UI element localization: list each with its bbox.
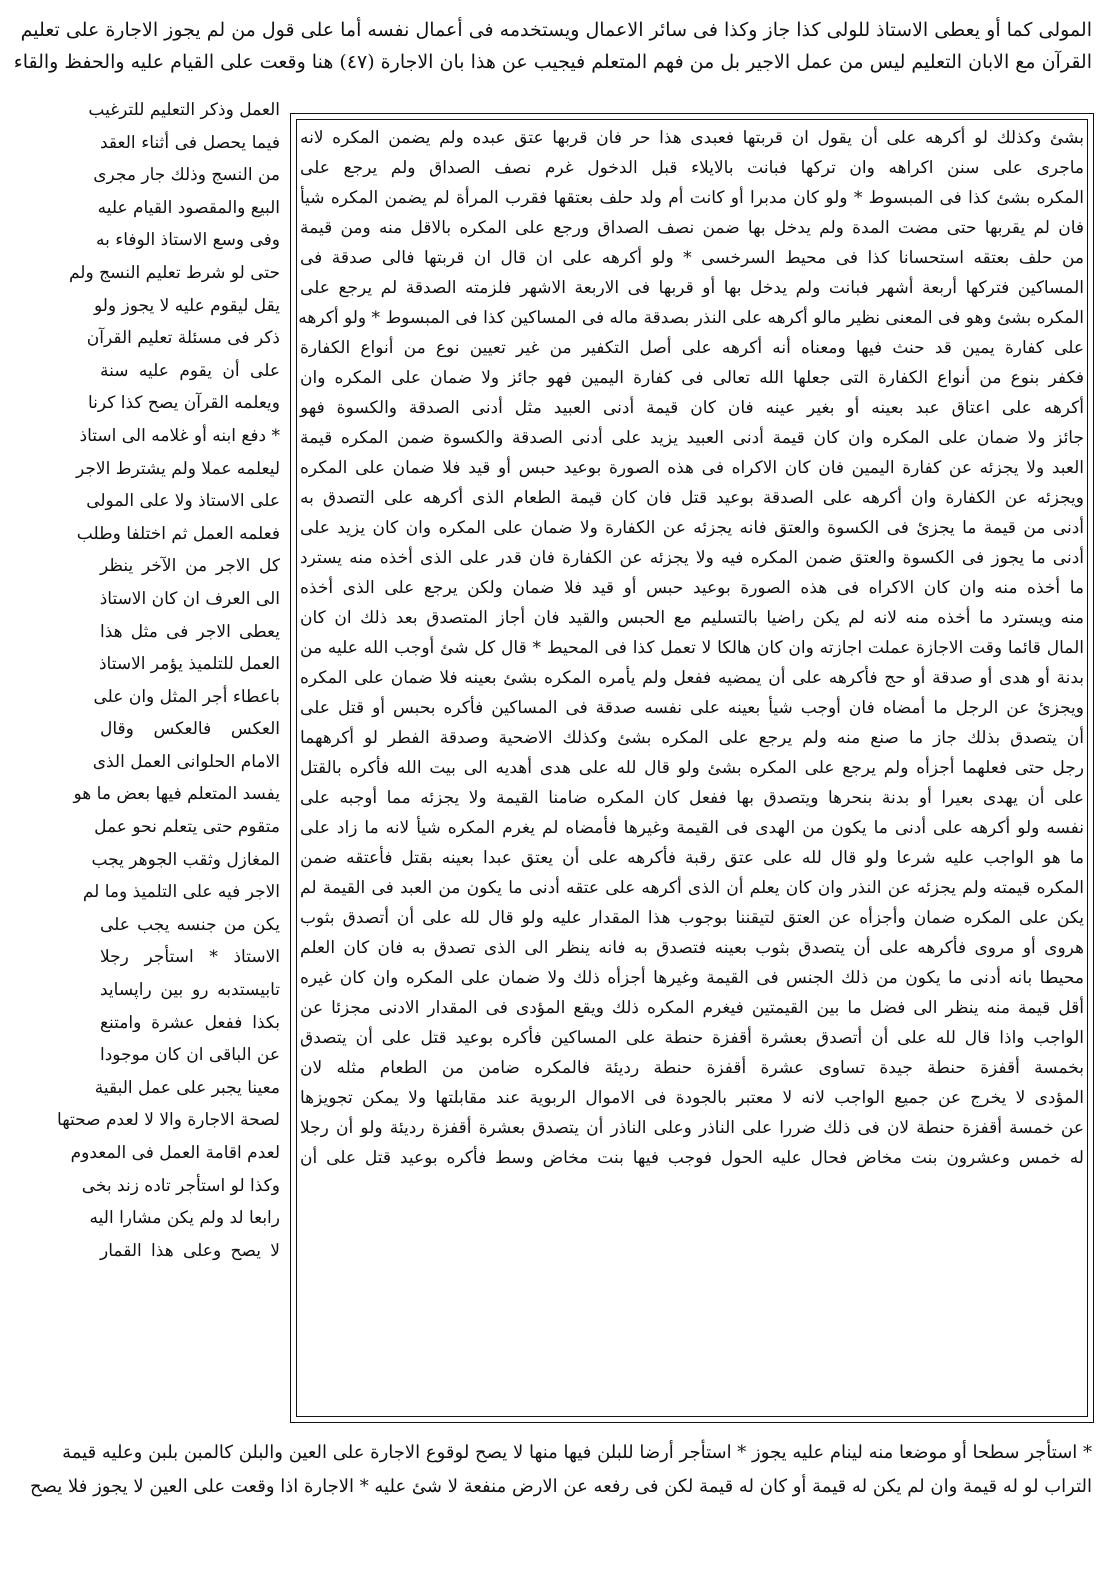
margin-text-line: لعدم اقامة العمل فى المعدوم (70, 1143, 280, 1163)
margin-text-line: العمل وذكر التعليم للترغيب (88, 100, 280, 120)
margin-text-line: حتى لو شرط تعليم النسج ولم (68, 262, 280, 283)
main-text-line: المكره بشئ وهو فى المعنى نظير مالو أكرهه على النذر بصدقة ماله فى المساكين كذا فى المبسوط * ولو أكرهه (298, 308, 1084, 328)
margin-text-line: * دفع ابنه أو غلامه الى استاذ (79, 425, 280, 446)
margin-text-line: وفى وسع الاستاذ الوفاء به (96, 230, 280, 251)
margin-text-line: بكذا ففعل عشرة وامتنع (100, 1012, 280, 1033)
footer-text-block (30, 1436, 1092, 1504)
margin-text-line: الاستاذ * استأجر رجلا (100, 947, 280, 968)
margin-text-line: باعطاء أجر المثل وان على (93, 686, 280, 707)
margin-text-line: لا يصح وعلى هذا القمار (100, 1240, 280, 1261)
main-text-line: عن خمسة أقفزة حنطة لان فى ذلك ضررا على الناذر وعلى الناذر أن يتصدق بعشرة أقفزة رديئة ولو أن رجلا (300, 1118, 1084, 1138)
header-line: المولى كما أو يعطى الاستاذ للولى كذا جاز وكذا فى سائر الاعمال ويستخدمه فى أعمال نفسه أما على قول من لم يجوز الاجارة على تعليم (20, 19, 1092, 41)
header-line: القرآن مع الابان التعليم ليس من عمل الاجير بل من فهم المتعلم فيجيب عن هذا بان الاجارة (٤٧) هنا وقعت على القيام عليه والحفظ والقاء (13, 51, 1092, 73)
main-text-line: ما هو الواجب عليه شرعا ولو قال لله على عتق رقبة فأكرهه على أن يعتق عبدا بعينه بقتل فأعتقه ضمن (300, 848, 1084, 868)
main-text-line: يكن على المكره ضمان وأجزأه عن العتق لتيقننا بوجوب هذا المقدار عليه ولو قال لله على أن أتصدق بثوب (300, 908, 1084, 928)
main-text-line: بشئ وكذلك لو أكرهه على أن يقول ان قربتها فعبدى هذا حر فان قربها عتق عبده ولم يضمن المكره لانه (300, 128, 1084, 148)
margin-text-line: كل الاجر من الآخر ينظر (100, 556, 280, 577)
margin-text-line: ليعلمه عملا ولم يشترط الاجر (76, 458, 280, 479)
margin-commentary-column (57, 94, 280, 1267)
main-text-line: منه ويسترد ما أخذه منه لانه لم يكن راضيا بالتسليم مع الحبس والقيد فان أجاز المتصدق بعد ذلك ان كان (300, 608, 1084, 628)
main-text-line: أدنى من قيمة ما يجزئ فى الكسوة والعتق فانه يجزئه عن الكفارة ولا ضمان على المكره وان كان يزيد على (300, 518, 1084, 538)
main-text-line: فكفر بنوع من أنواع الكفارة التى جعلها الله تعالى فى كفارة اليمين فهو جائز ولا ضمان على المكره وان (300, 368, 1084, 388)
footer-line: * استأجر سطحا أو موضعا منه لينام عليه يجوز * استأجر أرضا للبلن فيها منها لا يصح لوقوع الاجارة على العين والبلن كالمبن بلبن وعليه قيمة (62, 1442, 1092, 1463)
margin-text-line: يفسد المتعلم فيها بعض ما هو (73, 784, 280, 805)
main-text-line: رجل حتى فعلهما أجزأه ولم يرجع على المكره بشئ ولو قال لله على هدى أهديه الى بيت الله فأكره بالقتل (300, 758, 1084, 778)
main-text-line: ويجزئه عن الكفارة وان أكرهه على الصدقة بوعيد قتل فان كان قيمة الطعام الذى أكرهه على التصدق به (300, 488, 1084, 508)
main-text-line: على أن يهدى بعيرا أو بدنة بنحرها ويتصدق بها ففعل كان المكره ضامنا القيمة ولا يجزئه مما أوجبه على (300, 788, 1084, 808)
margin-text-line: من النسج وذلك جار مجرى (93, 165, 280, 186)
footer-line: التراب لو له قيمة وان لم يكن له قيمة أو كان له قيمة لكن فى رفعه عن الارض منفعة لا شئ عليه * الاجارة اذا وقعت على العين لا يجوز فلا يصح (30, 1476, 1092, 1497)
main-text-line: ما أخذه منه وان كان الاكراه فى هذه الصورة بوعيد حبس أو قيد فلا ضمان ولكن يرجع على الذى أخذه (300, 578, 1084, 598)
main-text-line: ماجرى على سنن اكراهه وان تركها فبانت بالايلاء قبل الدخول غرم نصف الصداق ولم يرجع على (300, 158, 1084, 178)
margin-text-line: الى العرف ان كان الاستاذ (99, 588, 280, 609)
main-text-line: المؤدى لا يخرج عن جميع الواجب لانه لا معتبر بالجودة فى الاموال الربوية عند مقابلتها ولا يمكن تجويزها (300, 1088, 1084, 1108)
main-text-line: المكره قيمته ولم يجزئه عن النذر وان كان يعلم أن الذى أكرهه على عتقه أدنى ما يكون من العبد فى القيمة لم (300, 878, 1085, 898)
main-text-line: هروى أو مروى فأكرهه على أن يتصدق بثوب بعينه فتصدق به فانه ينظر الى الذى تصدق به فان كان العلم (300, 938, 1084, 958)
main-text-line: بخمسة أقفزة حنطة جيدة تساوى عشرة أقفزة حنطة رديئة فالمكره ضامن من الطعام مثله لان (300, 1058, 1084, 1078)
main-text-line: محيطا بانه أدنى ما يكون من ذلك الجنس فى القيمة وغيرها أجزأه ذلك ولا ضمان على المكره وان كان غيره (300, 968, 1084, 988)
main-text-line: المساكين فتركها أربعة أشهر فبانت ولم يدخل بها أو قربها فى الاربعة الاشهر فلزمته الصدقة لم يرجع على (300, 278, 1084, 298)
margin-text-line: رابعا لد ولم يكن مشارا اليه (89, 1208, 280, 1229)
margin-text-line: العمل للتلميذ يؤمر الاستاذ (98, 654, 280, 675)
margin-text-line: ويعلمه القرآن يصح كذا كرنا (88, 393, 280, 414)
main-text-line: جائز ولا ضمان على المكره وان كان قيمة أدنى العبيد يزيد على أدنى الصدقة والكسوة ضمن المكره قيمة (300, 428, 1084, 448)
margin-text-line: يعطى الاجر فى مثل هذا (100, 621, 280, 642)
margin-text-line: يقل ليقوم عليه لا يجوز ولو (93, 295, 280, 316)
margin-text-line: عن الباقى ان كان موجودا (100, 1045, 280, 1066)
main-text-line: أدنى ما يجوز فى الكسوة والعتق ضمن المكره فيه ولا يجزئه عن الكفارة فان قدر على الذى أخذه منه يسترد (300, 548, 1084, 568)
margin-text-line: على أن يقوم عليه سنة (100, 360, 280, 381)
main-text-line: أكرهه على اعتاق عبد بعينه أو بغير عينه فان كان قيمة أدنى العبيد مثل أدنى الصدقة والكسوة فهو (300, 398, 1084, 418)
main-text-line: أن يتصدق بذلك جاز ما صنع منه ولم يرجع على المكره بشئ وكذلك الاضحية وصدقة الفطر لو أكرههما (300, 728, 1084, 748)
margin-text-line: متقوم حتى يتعلم نحو عمل (94, 817, 280, 838)
main-text-line: الواجب واذا قال لله على أن أتصدق بعشرة أقفزة حنطة على المساكين فأكره بوعيد قتل على أن يتصدق (300, 1028, 1084, 1048)
main-text-line: ويجزئ عن الرجل ما أمضاه فان أوجب شيأ بعينه على نفسه صدقة فى المساكين فأكره بحبس أو قتل على (300, 698, 1084, 718)
margin-text-line: الامام الحلوانى العمل الذى (92, 751, 280, 772)
main-text-line: فان لم يقربها حتى مضت المدة ولم يدخل بها ضمن نصف الصداق ورجع على المكره بالاقل منه ومن قيمة (300, 218, 1084, 238)
main-text-line: العبد ولا يجزئه عن كفارة اليمين فان كان الاكراه فى هذه الصورة بوعيد حبس أو قيد فلا ضمان على المكره (300, 458, 1084, 478)
margin-text-line: تابيستدبه رو بين راپسايد (100, 980, 280, 1001)
main-text-line: على كفارة يمين قد حنث فيها ومعناه أنه أكرهه على أصل التكفير من غير تعيين نوع من أنواع الكفارة (300, 338, 1084, 358)
main-text-column (300, 123, 1084, 1173)
margin-text-line: يكن من جنسه يجب على (100, 914, 280, 935)
margin-text-line: فعلمه العمل ثم اختلفا وطلب (76, 523, 280, 544)
main-text-line: المكره بشئ كذا فى المبسوط * ولو كان مدبرا أو كانت أم ولد حلف بعتقها فقرب المرأة لم يضمن المكره شيأ (300, 188, 1084, 208)
margin-text-line: المغازل وثقب الجوهر يجب (91, 849, 280, 870)
main-text-line: المال قائما وقت الاجازة عملت اجازته وان كان هالكا لا تعمل كذا فى المحيط * قال كل شئ أوجب الله عليه من (300, 638, 1084, 658)
margin-text-line: البيع والمقصود القيام عليه (97, 197, 280, 218)
main-text-line: نفسه ولو أكرهه على أدنى ما يكون من الهدى فى القيمة وغيرها فأمضاه لم يغرم المكره شيأ لانه ما زاد على (300, 818, 1084, 838)
margin-text-line: لصحة الاجارة والا لا لعدم صحتها (57, 1110, 280, 1131)
main-text-line: بدنة أو هدى أو صدقة أو حج فأكرهه على أن يمضيه ففعل ولم يأمره المكره بشئ بعينه فلا ضمان على المكره (300, 668, 1084, 688)
margin-text-line: الاجر فيه على التلميذ وما لم (82, 882, 280, 903)
main-text-line: من حلف بعتقه استحسانا كذا فى محيط السرخسى * ولو أكرهه على ان قال ان قربتها فالى صدقة فى (300, 248, 1084, 268)
margin-text-line: العكس فالعكس وقال (100, 719, 280, 740)
header-text-block (13, 14, 1092, 78)
margin-text-line: على الاستاذ ولا على المولى (86, 491, 280, 512)
margin-text-line: فيما يحصل فى أثناء العقد (100, 132, 280, 153)
main-text-line: أقل قيمة منه ينظر الى فضل ما بين القيمتين فيغرم المكره ذلك ويقع المؤدى فى المقدار الادنى مجزئا عن (300, 998, 1084, 1018)
margin-text-line: ذكر فى مسئلة تعليم القرآن (86, 328, 280, 349)
margin-text-line: معينا يجبر على عمل البقية (94, 1077, 280, 1098)
margin-text-line: وكذا لو استأجر تاده زند بخى (81, 1175, 280, 1196)
main-text-line: له خمس وعشرون بنت مخاض فحال عليه الحول فوجب فيها بنت مخاض وسط فأكره بوعيد قتل على أن (300, 1148, 1084, 1168)
